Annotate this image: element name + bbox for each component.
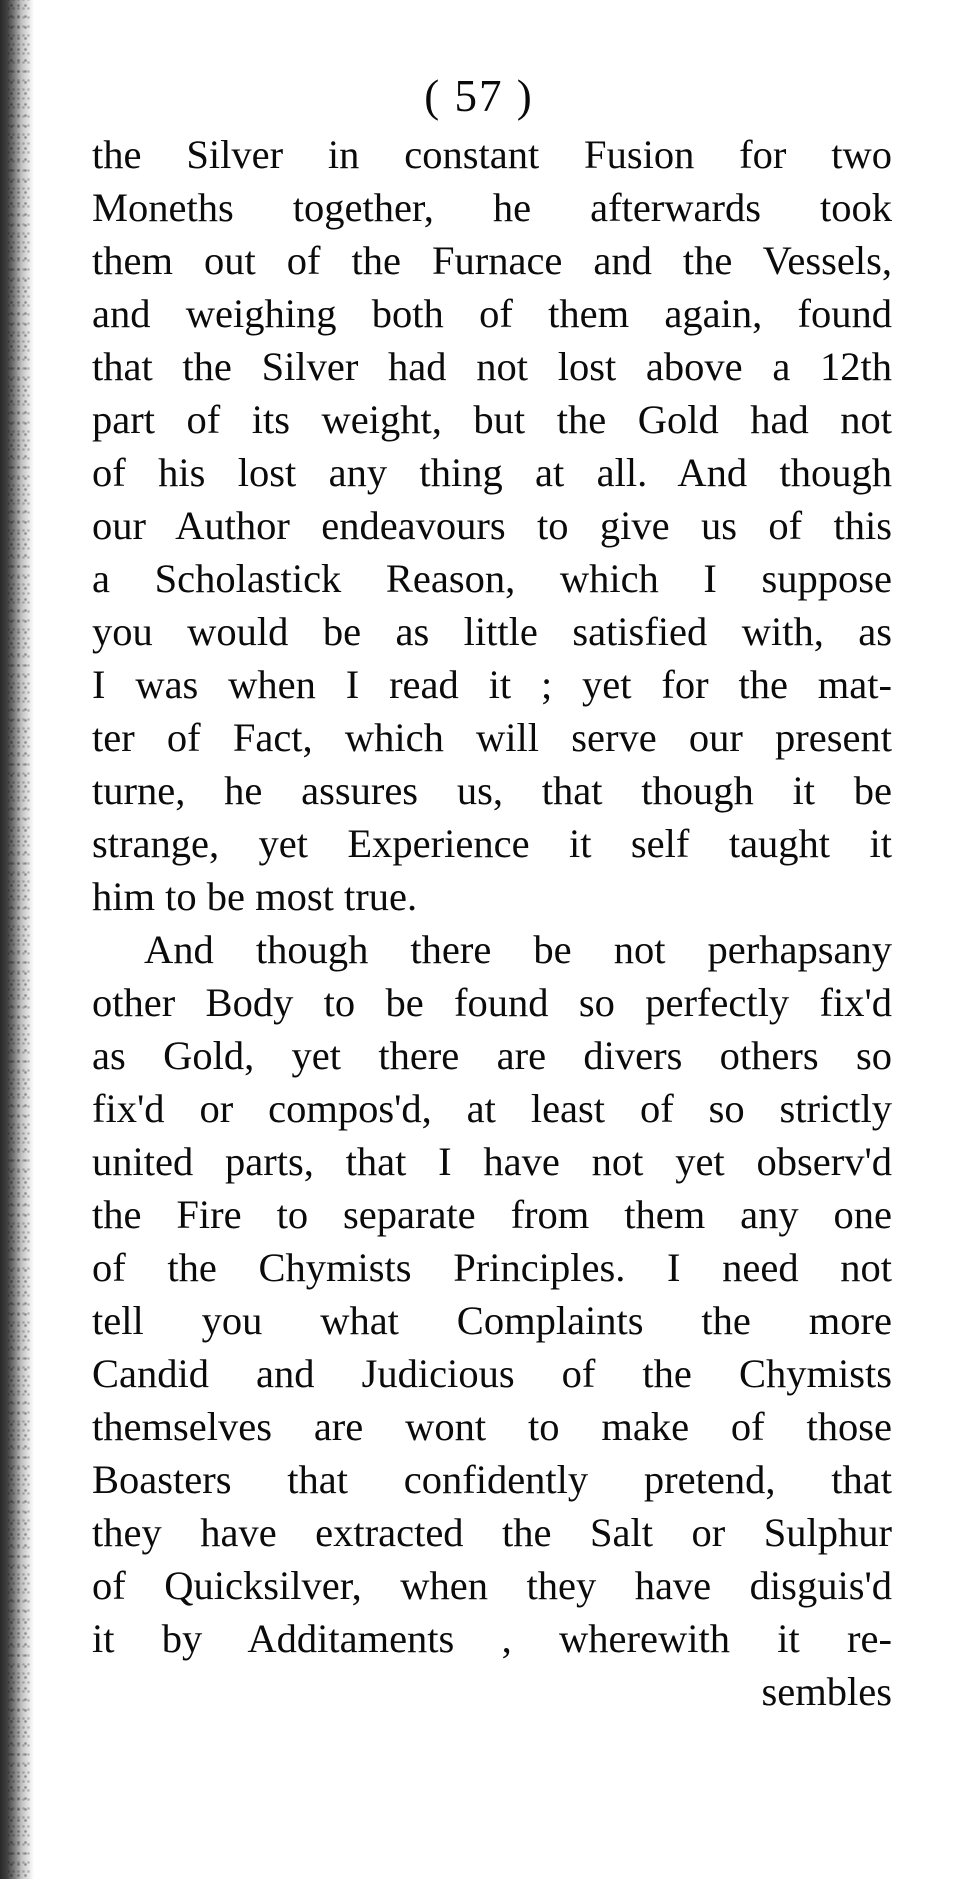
text-line: Moneths together, he afterwards took (92, 185, 892, 230)
text-line: the Fire to separate from them any one (92, 1192, 892, 1237)
text-line: tell you what Complaints the more (92, 1298, 892, 1343)
page-number: ( 57 ) (424, 71, 534, 121)
text-line: part of its weight, but the Gold had not (92, 397, 892, 442)
paragraph-end-line: him to be most true. (92, 874, 418, 919)
page-gutter-speckle (8, 0, 30, 1879)
text-line: of his lost any thing at all. And though (92, 450, 892, 495)
text-line: as Gold, yet there are divers others so (92, 1033, 892, 1078)
text-line: Candid and Judicious of the Chymists (92, 1351, 892, 1396)
text-line: of Quicksilver, when they have disguis'd (92, 1563, 892, 1608)
text-line: they have extracted the Salt or Sulphur (92, 1510, 892, 1555)
text-line: them out of the Furnace and the Vessels, (92, 238, 892, 283)
paragraph-start-line: And though there be not perhapsany (144, 927, 892, 972)
text-line: strange, yet Experience it self taught it (92, 821, 892, 866)
body-text (92, 128, 892, 1718)
text-line: of the Chymists Principles. I need not (92, 1245, 892, 1290)
text-line: a Scholastick Reason, which I suppose (92, 556, 892, 601)
text-line: I was when I read it ; yet for the mat- (92, 662, 892, 707)
text-line: turne, he assures us, that though it be (92, 768, 892, 813)
text-line: you would be as little satisfied with, as (92, 609, 892, 654)
text-line: themselves are wont to make of those (92, 1404, 892, 1449)
text-line: that the Silver had not lost above a 12th (92, 344, 892, 389)
text-line: ter of Fact, which will serve our present (92, 715, 892, 760)
text-line: other Body to be found so perfectly fix'd (92, 980, 892, 1025)
text-line: it by Additaments , wherewith it re- (92, 1616, 892, 1661)
text-line: and weighing both of them again, found (92, 291, 892, 336)
text-line: our Author endeavours to give us of this (92, 503, 892, 548)
text-line: Boasters that confidently pretend, that (92, 1457, 892, 1502)
text-line: the Silver in constant Fusion for two (92, 132, 892, 177)
text-line: united parts, that I have not yet observ'd (92, 1139, 892, 1184)
catchword: sembles (761, 1669, 892, 1714)
text-line: fix'd or compos'd, at least of so strictly (92, 1086, 892, 1131)
